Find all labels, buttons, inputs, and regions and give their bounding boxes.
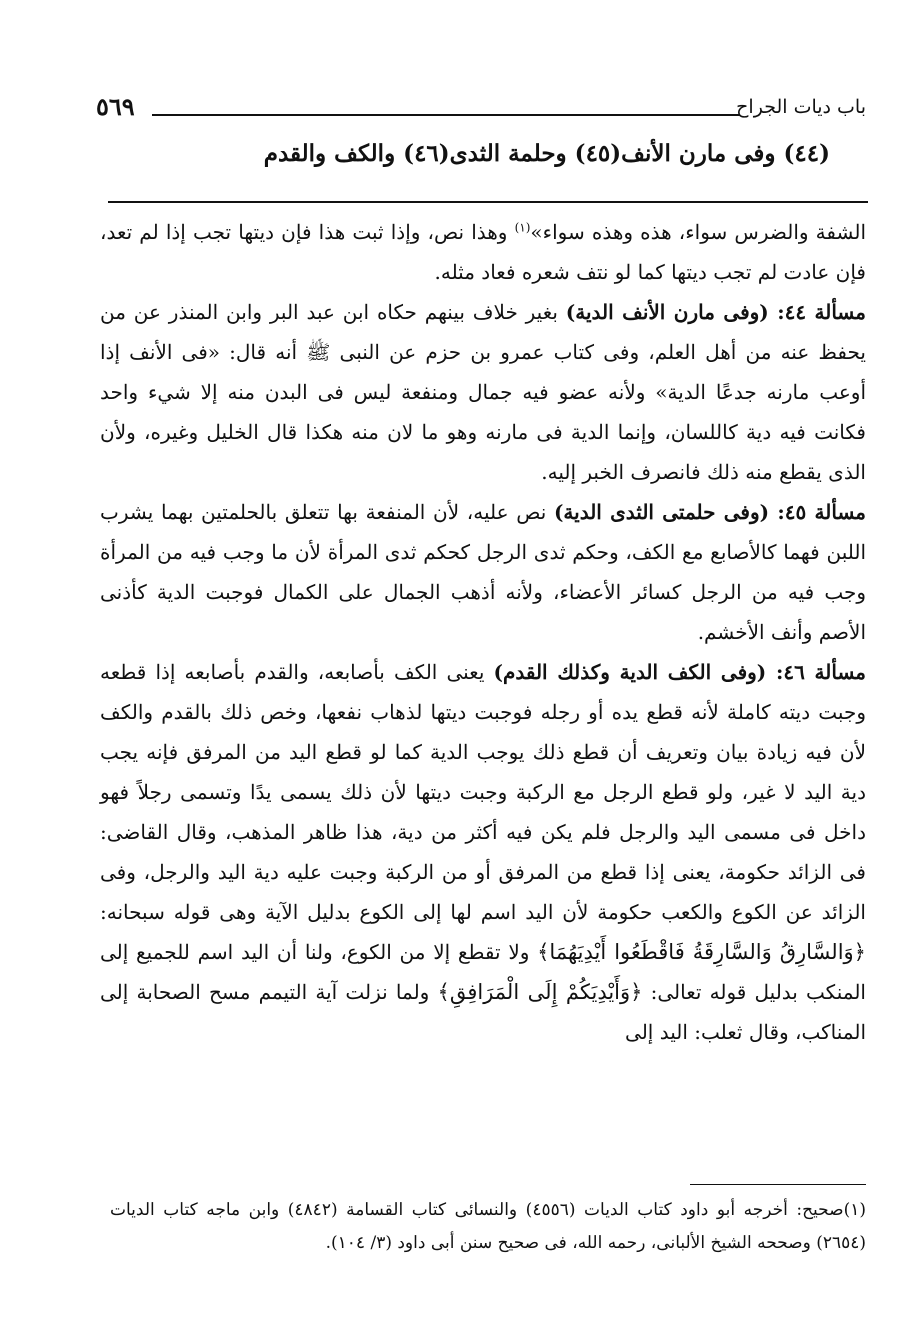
paragraph-text: ولا تقطع إلا من الكوع، ولنا أن اليد اسم للجميع إلى المنكب بدليل قوله تعالى: xyxy=(100,940,866,1004)
paragraph-text: الشفة والضرس سواء، هذه وهذه سواء» xyxy=(530,220,866,244)
main-text xyxy=(100,212,866,1052)
issue-heading: مسألة ٤٥: (وفى حلمتى الثدى الدية) xyxy=(553,500,867,524)
quran-verse: ﴿وَالسَّارِقُ وَالسَّارِقَةُ فَاقْطَعُوا أَيْدِيَهُمَا﴾ xyxy=(537,940,866,964)
issue-heading: مسألة ٤٤: (وفى مارن الأنف الدية) xyxy=(565,300,866,324)
title-rule xyxy=(108,201,868,203)
issue-heading: مسألة ٤٦: (وفى الكف الدية وكذلك القدم) xyxy=(493,660,866,684)
paragraph xyxy=(100,652,866,1052)
paragraph-text: وهذا نص، وإذا ثبت هذا فإن ديتها تجب إذا لم تعد، فإن عادت لم تجب ديتها كما لو نتف شعره فعاد مثله. xyxy=(100,220,866,284)
footnote-marker: (١) xyxy=(514,220,531,235)
paragraph-text: ولما نزلت آية التيمم مسح الصحابة إلى المناكب، وقال ثعلب: اليد إلى xyxy=(100,980,866,1044)
chapter-title: (٤٤) وفى مارن الأنف(٤٥) وحلمة الثدى(٤٦) والكف والقدم xyxy=(263,140,830,167)
paragraph-text: بغير خلاف بينهم حكاه ابن عبد البر وابن المنذر عن من يحفظ عنه من أهل العلم، وفى كتاب عمرو بن حزم عن النبى ﷺ أنه قال: «فى الأنف إذا أوعب مارنه جدعًا الدية» ولأنه عضو فيه جمال ومنفعة ليس فى البدن منه إلا شيء واحد فكانت فيه دية كاللسان، وإنما الدية فى مارنه وهو ما لان منه هكذا قال الخليل وغيره، ولأن الذى يقطع منه ذلك فانصرف الخبر إليه. xyxy=(100,300,866,484)
paragraph-text: يعنى الكف بأصابعه، والقدم بأصابعه إذا قطعه وجبت ديته كاملة لأنه قطع يده أو رجله فوجبت ديتها لذهاب نفعها، وخص ذلك بالقدم والكف لأن فيه زيادة بيان وتعريف أن قطع ذلك يوجب الدية كما لو قطع اليد من المرفق فإنه يجب دية اليد لا غير، ولو قطع الرجل مع الركبة وجبت ديتها لأن ذلك يسمى يدًا وتسمى رجلاً فهو داخل فى مسمى اليد والرجل فلم يكن فيه أكثر من دية، هذا ظاهر المذهب، وقال القاضى: فى الزائد حكومة، يعنى إذا قطع من المرفق أو من الركبة وجبت عليه دية اليد والرجل، وفى الزائد عن الكوع والكعب حكومة لأن اليد اسم لها إلى الكوع بدليل الآية وهى قوله سبحانه: xyxy=(100,660,866,924)
footnote: (١)صحيح: أخرجه أبو داود كتاب الديات (٤٥٥٦) والنسائى كتاب القسامة (٤٨٤٢) وابن ماجه كتاب الديات (٢٦٥٤) وصححه الشيخ الألبانى، رحمه الله، فى صحيح سنن أبى داود (٣/ ١٠٤). xyxy=(110,1200,867,1253)
paragraph xyxy=(100,292,866,492)
paragraph xyxy=(100,492,866,652)
page-number: ٥٦٩ xyxy=(96,92,135,121)
footnote-rule xyxy=(690,1184,866,1185)
running-header xyxy=(96,92,866,128)
quran-verse: ﴿وَأَيْدِيَكُمْ إِلَى الْمَرَافِقِ﴾ xyxy=(437,980,643,1004)
section-name: باب ديات الجراح xyxy=(736,96,866,118)
paragraph xyxy=(100,212,866,292)
header-rule xyxy=(152,114,740,116)
paragraph-text: نص عليه، لأن المنفعة بها تتعلق بالحلمتين بهما يشرب اللبن فهما كالأصابع مع الكف، وحكم ثدى الرجل كحكم ثدى المرأة لأن ما وجب فيه من المرأة وجب فيه من الرجل كسائر الأعضاء، ولأنه أذهب الجمال على الكمال فوجبت الدية كأذنى الأصم وأنف الأخشم. xyxy=(100,500,866,644)
